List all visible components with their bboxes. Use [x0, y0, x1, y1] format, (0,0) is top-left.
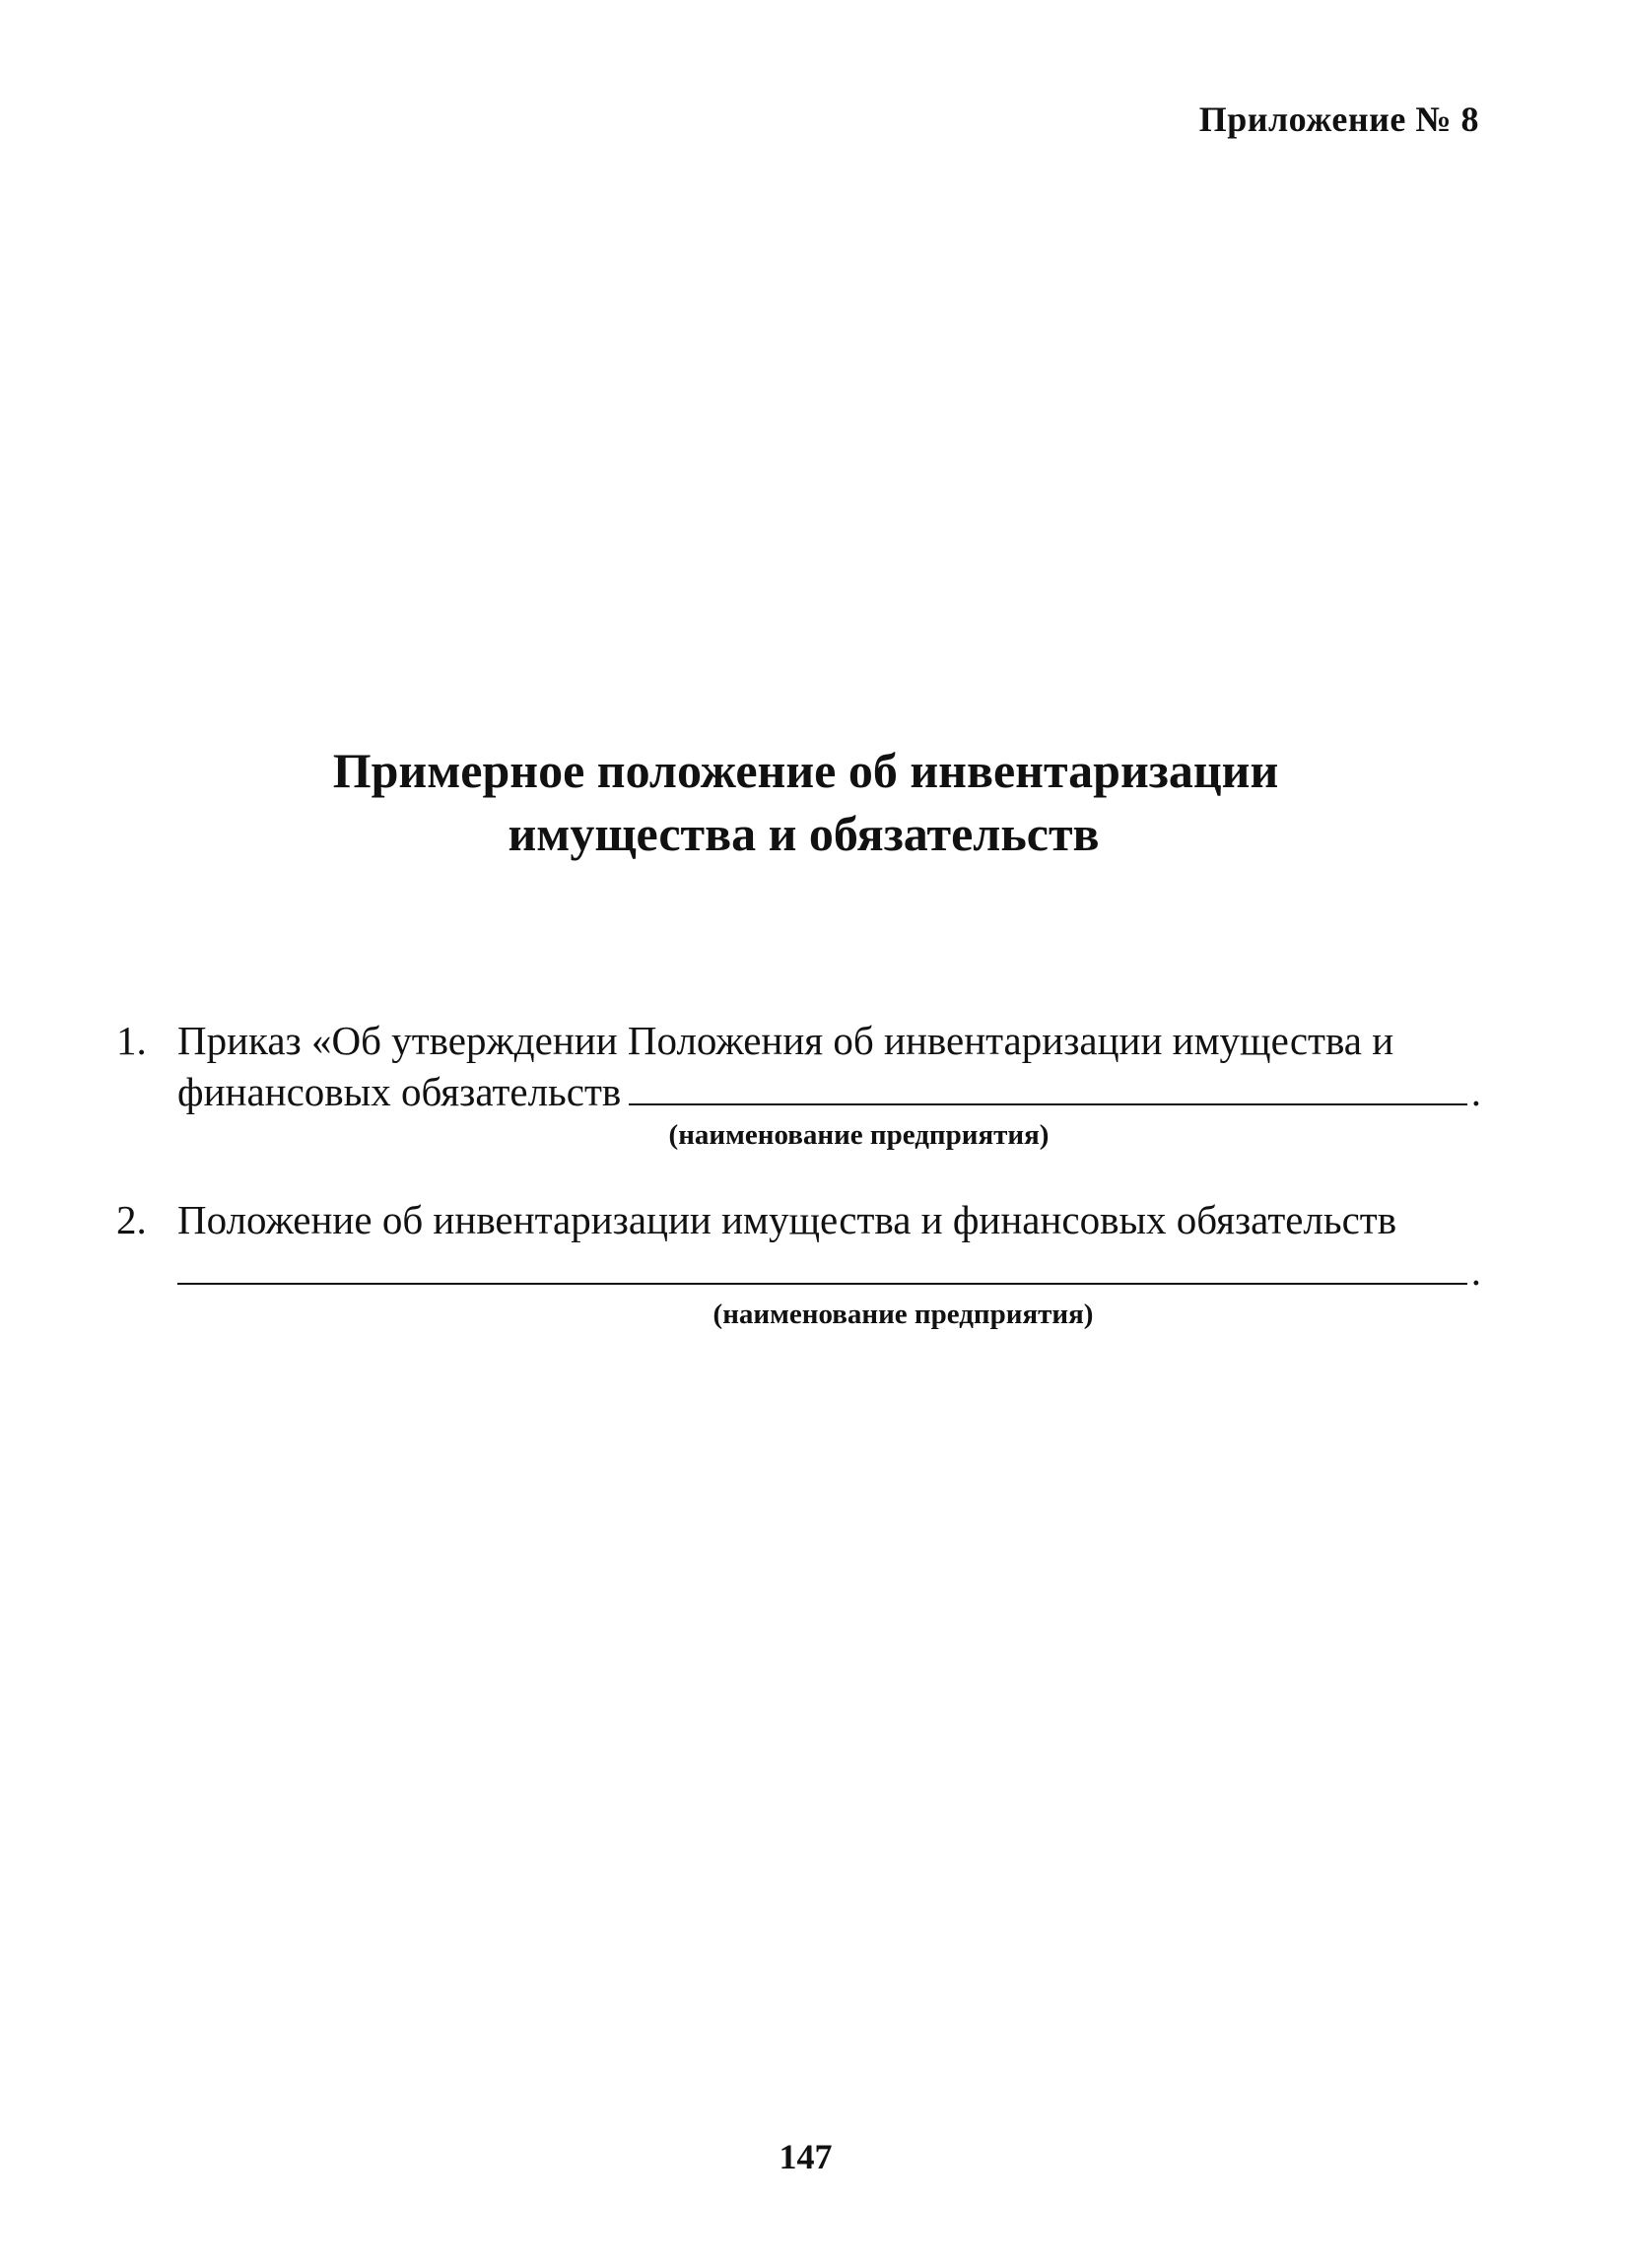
list-item-2: [116, 1194, 1481, 1332]
item-text-line-1: Положение об инвентаризации имущества и финансовых обязательств: [177, 1197, 1397, 1242]
page-number: 147: [779, 2137, 833, 2176]
blank-caption: (наименование предприятия): [668, 1119, 1050, 1151]
item-fill-row: [177, 1066, 1481, 1117]
item-number: 2.: [116, 1197, 147, 1242]
blank-caption: (наименование предприятия): [712, 1299, 1094, 1330]
item-number: 1.: [116, 1018, 147, 1063]
appendix-label: Приложение № 8: [1198, 100, 1479, 139]
item-text-line-2: финансовых обязательств: [177, 1069, 622, 1114]
document-title-line-2: имущества и обязательств: [508, 806, 1100, 861]
item-list: [116, 1015, 1481, 1332]
end-period: .: [1470, 1069, 1481, 1114]
enterprise-name-blank[interactable]: [177, 1282, 1467, 1285]
document-title: [0, 739, 1627, 865]
item-fill-row: [177, 1245, 1481, 1297]
end-period: .: [1470, 1248, 1481, 1294]
enterprise-name-blank[interactable]: [629, 1102, 1467, 1105]
document-title-line-1: Примерное положение об инвентаризации: [332, 743, 1279, 798]
list-item-1: [116, 1015, 1481, 1153]
item-text-line-1: Приказ «Об утверждении Положения об инвентаризации имущества и: [177, 1018, 1394, 1063]
